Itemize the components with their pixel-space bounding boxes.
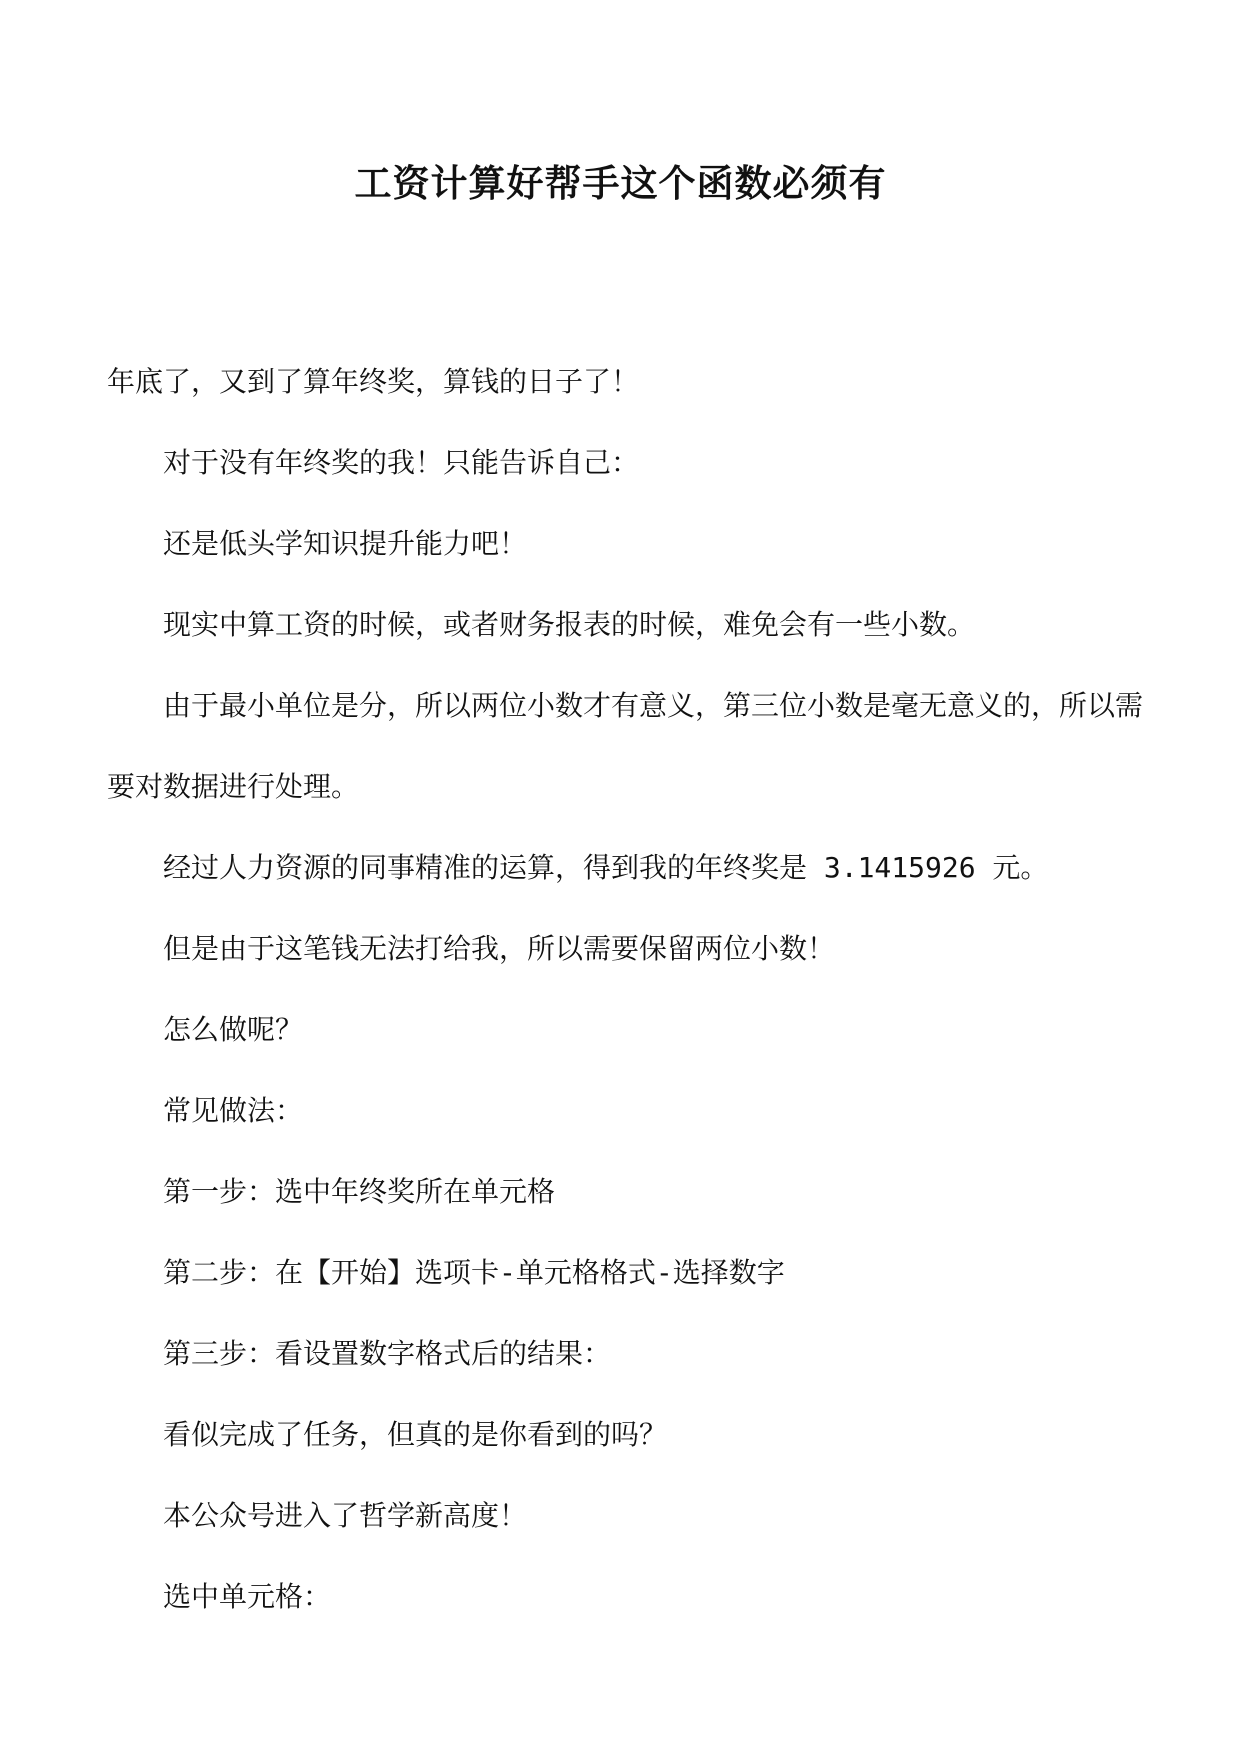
- paragraph: 现实中算工资的时候，或者财务报表的时候，难免会有一些小数。: [163, 608, 976, 641]
- paragraph: 选中单元格：: [163, 1580, 332, 1613]
- paragraph: 看似完成了任务，但真的是你看到的吗？: [163, 1418, 668, 1451]
- paragraph: 但是由于这笔钱无法打给我，所以需要保留两位小数！: [163, 932, 836, 965]
- document-title: 工资计算好帮手这个函数必须有: [354, 161, 887, 205]
- paragraph: 经过人力资源的同事精准的运算，得到我的年终奖是 3.1415926 元。: [163, 851, 1049, 884]
- paragraph: 第二步：在【开始】选项卡-单元格格式-选择数字: [163, 1256, 785, 1289]
- paragraph: 常见做法：: [163, 1094, 304, 1127]
- paragraph: 本公众号进入了哲学新高度！: [163, 1499, 528, 1532]
- paragraph: 怎么做呢？: [163, 1013, 304, 1046]
- paragraph: 第三步：看设置数字格式后的结果：: [163, 1337, 612, 1370]
- document-body: [107, 341, 1147, 1637]
- paragraph: 还是低头学知识提升能力吧！: [163, 527, 528, 560]
- paragraph: 由于最小单位是分，所以两位小数才有意义，第三位小数是毫无意义的，所以需要对数据进行处理。: [107, 689, 1144, 803]
- paragraph: 年底了，又到了算年终奖，算钱的日子了！: [107, 365, 640, 398]
- paragraph: 对于没有年终奖的我！只能告诉自己：: [163, 446, 640, 479]
- paragraph: 第一步：选中年终奖所在单元格: [163, 1175, 556, 1208]
